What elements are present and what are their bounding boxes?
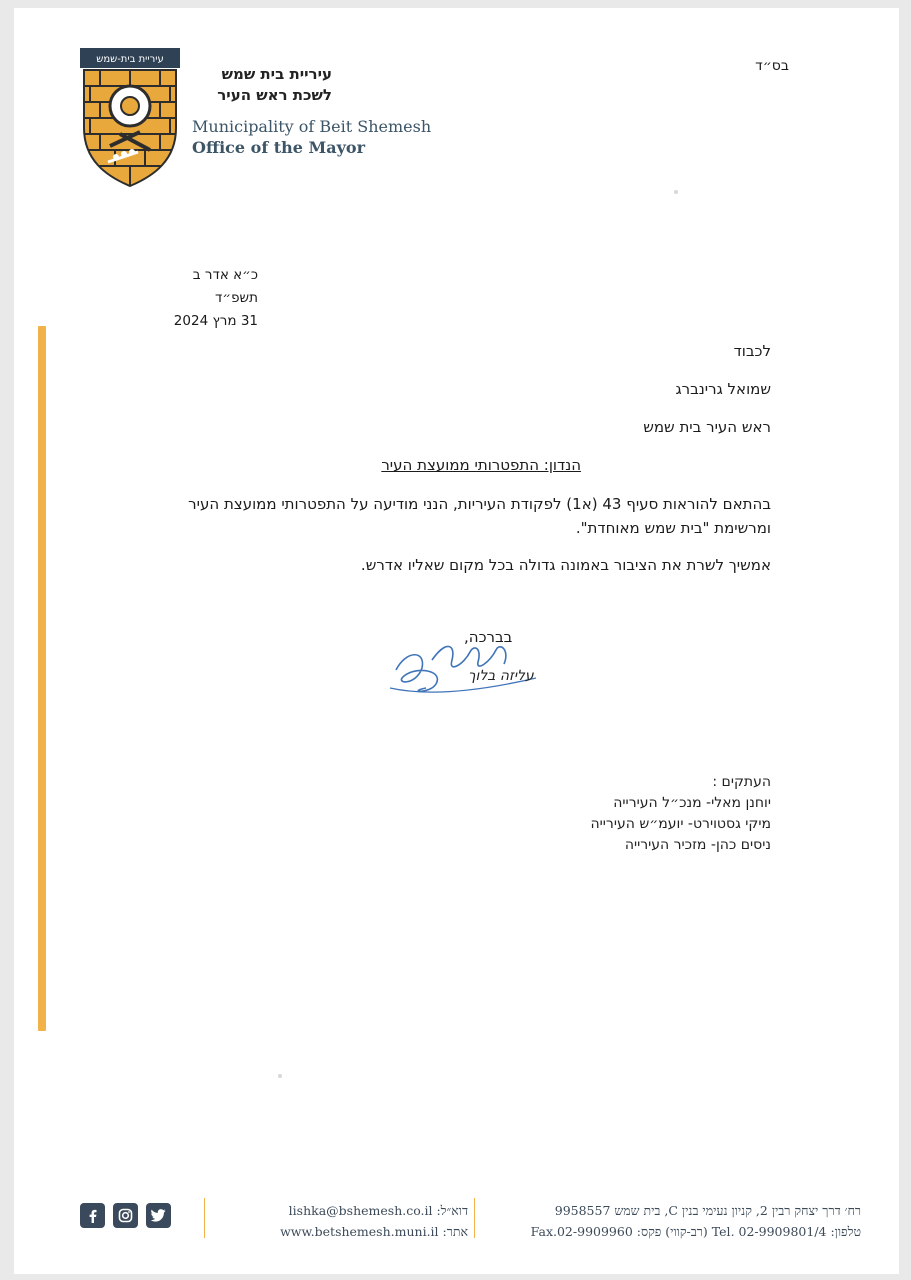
footer-address-line2: טלפון: 02-9909801/4 .Tel (רב-קווי) פקס: 02-9909960.Fax <box>530 1224 861 1239</box>
recipient-label: לכבוד <box>733 342 771 360</box>
footer-address-line1: רח׳ דרך יצחק רבין 2, קניון נעימי בנין C, בית שמש 9958557 <box>554 1203 861 1218</box>
copies-item: יוחנן מאלי- מנכ״ל העירייה <box>613 795 771 811</box>
logo-banner-text: עיריית בית-שמש <box>96 54 164 65</box>
municipality-crest-logo <box>80 48 180 190</box>
footer-website[interactable]: אתר: www.betshemesh.muni.il <box>280 1224 468 1239</box>
copies-item: ניסים כהן- מזכיר העירייה <box>624 837 771 853</box>
recipient-name: שמואל גרינברג <box>675 380 771 398</box>
date-hebrew: כ״א אדר ב תשפ״ד <box>192 267 258 306</box>
copies-item: מיקי גסטוירט- יועמ״ש העירייה <box>590 816 771 832</box>
org-name-hebrew <box>192 64 332 106</box>
letter-closing-line: אמשיך לשרת את הציבור באמונה גדולה בכל מקום שאליו אדרש. <box>360 556 771 574</box>
instagram-icon[interactable] <box>113 1203 138 1228</box>
copies-label: העתקים : <box>712 774 771 790</box>
org-he-line2: לשכת ראש העיר <box>217 86 332 104</box>
org-he-line1: עיריית בית שמש <box>221 65 332 83</box>
footer-address <box>451 1200 861 1242</box>
footer-email[interactable]: דוא״ל: lishka@bshemesh.co.il <box>288 1203 468 1218</box>
signer-name: עליזה בלוך <box>468 668 534 684</box>
bs-mark: בס״ד <box>755 58 789 74</box>
handwritten-signature <box>386 630 546 700</box>
org-en-line2: Office of the Mayor <box>192 138 366 157</box>
signoff: בברכה, <box>464 628 513 646</box>
scan-speck <box>278 1074 282 1078</box>
date-gregorian: 31 מרץ 2024 <box>173 313 258 329</box>
accent-bar <box>38 326 46 1031</box>
recipient-title: ראש העיר בית שמש <box>643 418 771 436</box>
copies-block <box>591 772 771 856</box>
org-en-line1: Municipality of Beit Shemesh <box>192 117 432 136</box>
letter-dates <box>154 264 258 333</box>
footer-separator <box>204 1198 205 1238</box>
letter-page <box>14 8 899 1274</box>
twitter-icon[interactable] <box>146 1203 171 1228</box>
letter-paragraph: בהתאם להוראות סעיף 43 (א1) לפקודת העיריות, הנני מודיעה על התפטרותי ממועצת העיר ומרשימת "בית שמש מאוחדת". <box>188 495 771 537</box>
letter-subject: הנדון: התפטרותי ממועצת העיר <box>381 456 581 474</box>
facebook-icon[interactable] <box>80 1203 105 1228</box>
footer-contact-online <box>228 1200 468 1242</box>
scan-speck <box>674 190 678 194</box>
org-name-english <box>192 116 431 158</box>
